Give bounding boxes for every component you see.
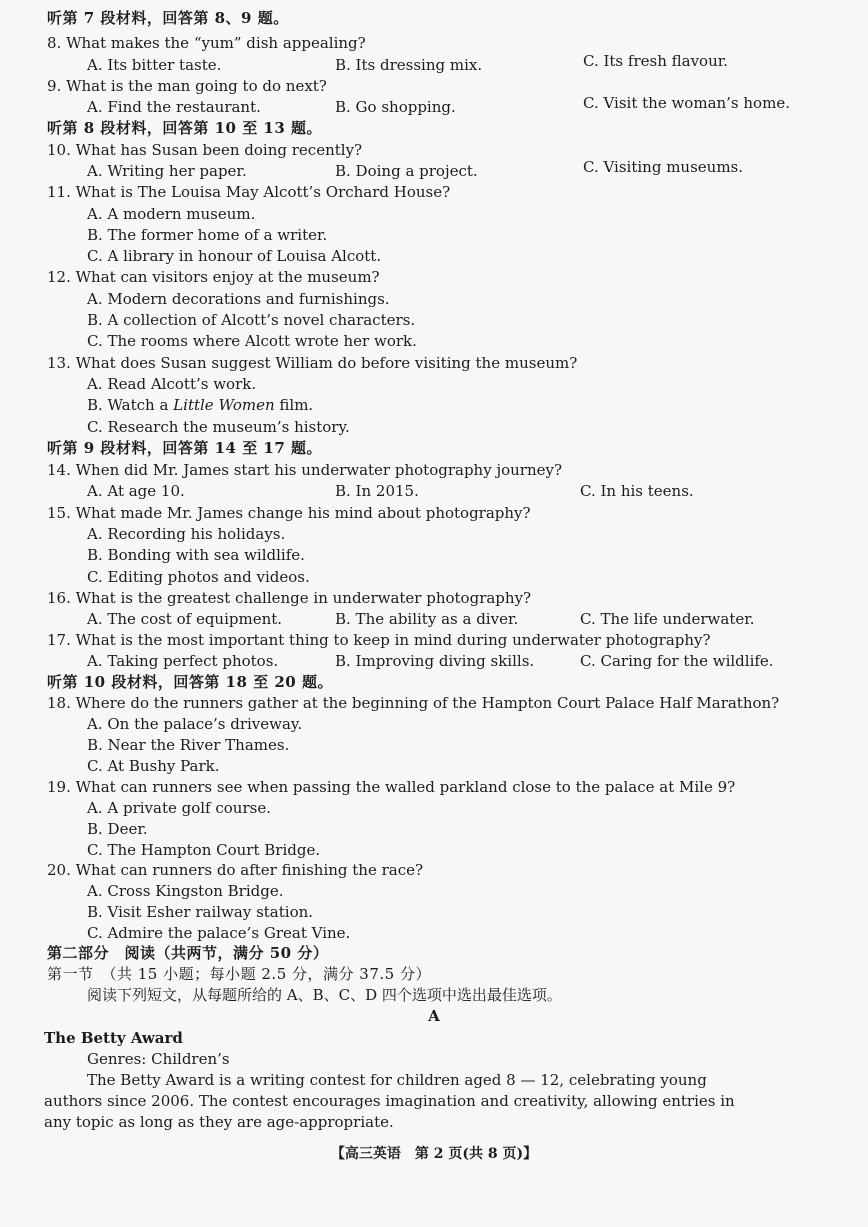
option-14a: A. At age 10.	[87, 482, 185, 500]
question-17: 17. What is the most important thing to keep in mind during underwater photography?	[47, 631, 711, 649]
option-9c: C. Visit the woman’s home.	[583, 94, 790, 112]
passage-title: The Betty Award	[44, 1029, 183, 1047]
question-16: 16. What is the greatest challenge in underwater photography?	[47, 589, 532, 607]
option-17c: C. Caring for the wildlife.	[580, 652, 774, 670]
question-8: 8. What makes the “yum” dish appealing?	[47, 34, 366, 52]
option-11c: C. A library in honour of Louisa Alcott.	[87, 247, 382, 265]
question-10: 10. What has Susan been doing recently?	[47, 141, 363, 159]
option-19b: B. Deer.	[87, 820, 148, 838]
question-14: 14. When did Mr. James start his underwater photography journey?	[47, 461, 563, 479]
option-18c: C. At Bushy Park.	[87, 757, 220, 775]
passage-letter: A	[428, 1007, 440, 1025]
part-two-title: 第二部分 阅读（共两节，满分 50 分）	[47, 944, 329, 962]
option-12a: A. Modern decorations and furnishings.	[87, 290, 390, 308]
option-13b-prefix: B. Watch a	[87, 396, 174, 414]
question-20: 20. What can runners do after finishing the race?	[47, 861, 424, 879]
section-heading-7: 听第 7 段材料，回答第 8、9 题。	[47, 9, 289, 27]
option-20c: C. Admire the palace’s Great Vine.	[87, 924, 351, 942]
film-title: Little Women	[173, 396, 275, 414]
section-heading-9: 听第 9 段材料，回答第 14 至 17 题。	[47, 439, 323, 457]
option-15c: C. Editing photos and videos.	[87, 568, 310, 586]
passage-line-2: authors since 2006. The contest encourages imagination and creativity, allowing entries in	[44, 1092, 735, 1110]
option-13c: C. Research the museum’s history.	[87, 418, 350, 436]
option-10b: B. Doing a project.	[335, 162, 478, 180]
option-14c: C. In his teens.	[580, 482, 694, 500]
option-9a: A. Find the restaurant.	[87, 98, 261, 116]
option-18b: B. Near the River Thames.	[87, 736, 290, 754]
question-13: 13. What does Susan suggest William do before visiting the museum?	[47, 354, 578, 372]
option-12b: B. A collection of Alcott’s novel characters.	[87, 311, 416, 329]
passage-line-3: any topic as long as they are age-appropriate.	[44, 1113, 394, 1131]
option-8a: A. Its bitter taste.	[87, 56, 222, 74]
option-20a: A. Cross Kingston Bridge.	[87, 882, 284, 900]
option-10c: C. Visiting museums.	[583, 158, 744, 176]
option-11b: B. The former home of a writer.	[87, 226, 328, 244]
option-9b: B. Go shopping.	[335, 98, 456, 116]
option-15a: A. Recording his holidays.	[87, 525, 286, 543]
option-19c: C. The Hampton Court Bridge.	[87, 841, 321, 859]
option-16a: A. The cost of equipment.	[87, 610, 283, 628]
option-17b: B. Improving diving skills.	[335, 652, 535, 670]
question-9: 9. What is the man going to do next?	[47, 77, 327, 95]
option-19a: A. A private golf course.	[87, 799, 271, 817]
option-10a: A. Writing her paper.	[87, 162, 247, 180]
option-13b-suffix: film.	[274, 396, 314, 414]
option-20b: B. Visit Esher railway station.	[87, 903, 314, 921]
section-heading-8: 听第 8 段材料，回答第 10 至 13 题。	[47, 119, 323, 137]
passage-genres: Genres: Children’s	[87, 1050, 230, 1068]
option-15b: B. Bonding with sea wildlife.	[87, 546, 305, 564]
question-18: 18. Where do the runners gather at the beginning of the Hampton Court Palace Half Marathon?	[47, 694, 780, 712]
reading-instruction: 阅读下列短文，从每题所给的 A、B、C、D 四个选项中选出最佳选项。	[87, 986, 562, 1004]
option-12c: C. The rooms where Alcott wrote her work.	[87, 332, 417, 350]
option-8b: B. Its dressing mix.	[335, 56, 483, 74]
question-15: 15. What made Mr. James change his mind about photography?	[47, 504, 531, 522]
option-8c: C. Its fresh flavour.	[583, 52, 729, 70]
option-13a: A. Read Alcott’s work.	[87, 375, 257, 393]
question-11: 11. What is The Louisa May Alcott’s Orchard House?	[47, 183, 451, 201]
option-16b: B. The ability as a diver.	[335, 610, 519, 628]
option-18a: A. On the palace’s driveway.	[87, 715, 303, 733]
question-19: 19. What can runners see when passing the walled parkland close to the palace at Mile 9?	[47, 778, 736, 796]
option-13b	[87, 395, 313, 416]
question-12: 12. What can visitors enjoy at the museum?	[47, 268, 380, 286]
option-17a: A. Taking perfect photos.	[87, 652, 279, 670]
option-14b: B. In 2015.	[335, 482, 419, 500]
page-footer: 【高三英语 第 2 页(共 8 页)】	[330, 1146, 538, 1162]
option-11a: A. A modern museum.	[87, 205, 256, 223]
section-heading-10: 听第 10 段材料，回答第 18 至 20 题。	[47, 673, 333, 691]
section-one-title: 第一节 （共 15 小题；每小题 2.5 分，满分 37.5 分）	[47, 965, 431, 983]
option-16c: C. The life underwater.	[580, 610, 755, 628]
passage-line-1: The Betty Award is a writing contest for children aged 8 — 12, celebrating young	[87, 1071, 707, 1089]
